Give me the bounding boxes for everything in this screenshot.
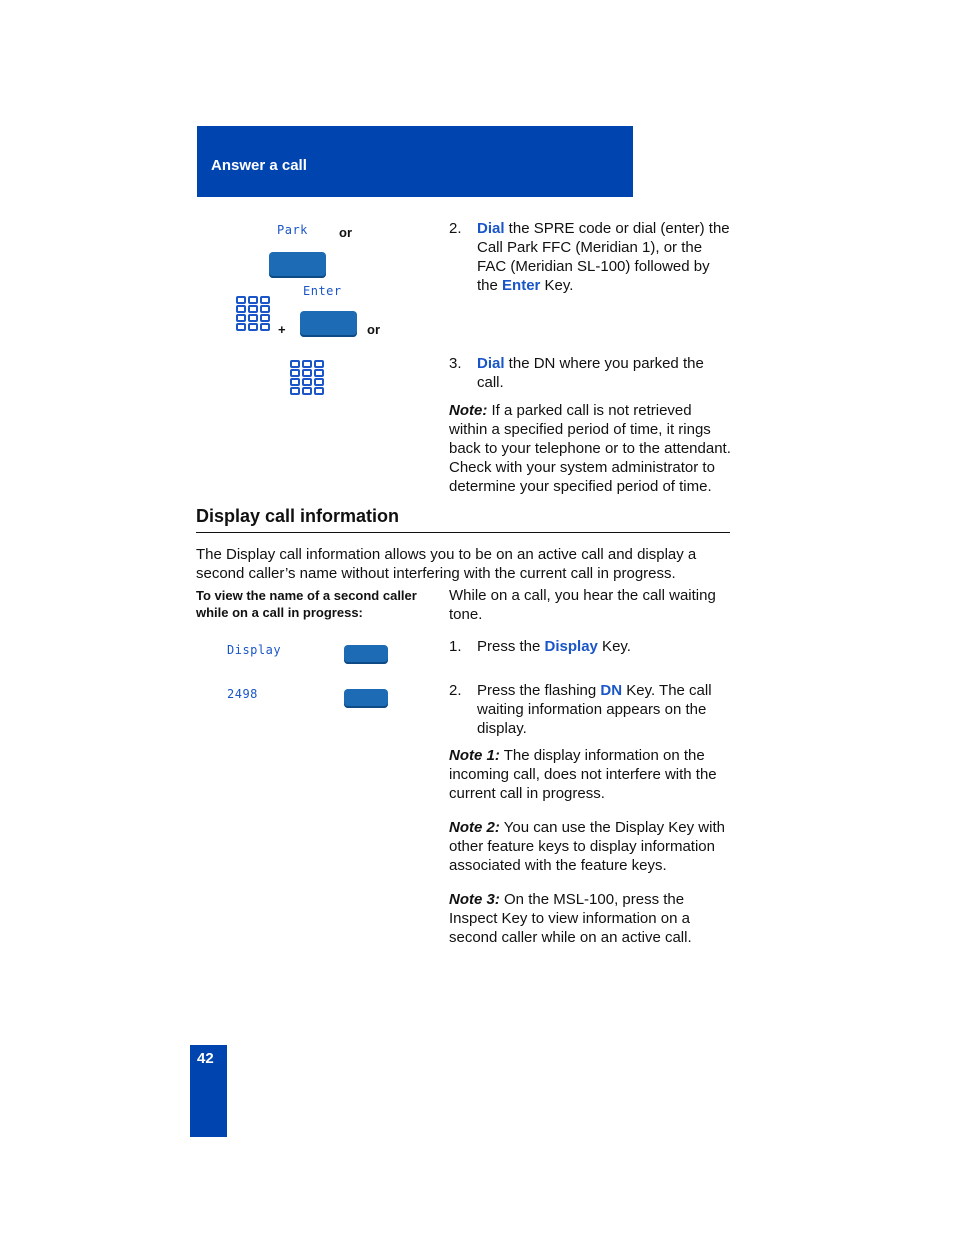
or-label: or — [367, 322, 380, 337]
park-note — [449, 401, 734, 496]
display-lcd-label: Display — [227, 643, 282, 657]
display-key-button[interactable] — [344, 645, 388, 664]
step-text: the SPRE code or dial (enter) the Call Park FFC (Meridian 1), or the FAC (Meridian SL-100) followed by the — [477, 220, 730, 294]
display-step-1 — [449, 637, 734, 656]
dn-key-button[interactable] — [344, 689, 388, 708]
note-3 — [449, 890, 734, 947]
note-label: Note 3: — [449, 891, 500, 908]
step-text: Press the — [477, 638, 545, 655]
page-header-title: Answer a call — [211, 157, 307, 174]
step-text: Key. — [540, 277, 574, 294]
enter-lcd-label: Enter — [303, 284, 342, 298]
or-label: or — [339, 225, 352, 240]
note-1 — [449, 746, 734, 803]
plus-sign: + — [278, 322, 286, 337]
dialpad-icon — [290, 360, 324, 395]
display-keyword: Display — [544, 638, 598, 655]
step-text: Press the flashing — [477, 682, 601, 699]
dialpad-icon — [236, 296, 270, 331]
park-step-3 — [449, 354, 734, 392]
step-number: 2. — [449, 220, 462, 237]
section-divider — [196, 532, 730, 533]
enter-keyword: Enter — [502, 277, 541, 294]
step-text: Key. — [597, 638, 631, 655]
section-title: Display call information — [196, 506, 400, 526]
note-label: Note: — [449, 402, 488, 419]
note-text: On the MSL-100, press the Inspect Key to view information on a second caller while on an active call. — [449, 891, 692, 946]
note-text: You can use the Display Key with other feature keys to display information associated with the feature keys. — [449, 819, 725, 874]
note-2 — [449, 818, 734, 875]
park-step-2 — [449, 219, 734, 295]
note-label: Note 1: — [449, 747, 500, 764]
section-intro: The Display call information allows you to be on an active call and display a second caller’s name without interfering with the current call in progress. — [196, 546, 697, 582]
display-step-2 — [449, 681, 734, 738]
dial-keyword: Dial — [477, 220, 505, 237]
dial-keyword: Dial — [477, 355, 505, 372]
park-softkey-button[interactable] — [269, 252, 326, 278]
note-text: If a parked call is not retrieved within a specified period of time, it rings back to your telephone or to the attendant. Check with your system administrator to determine your specified period of time. — [449, 402, 731, 495]
park-lcd-label: Park — [277, 223, 308, 237]
waiting-text: While on a call, you hear the call waiting tone. — [449, 587, 716, 623]
page-number: 42 — [197, 1050, 214, 1067]
note-text: The display information on the incoming call, does not interfere with the current call in progress. — [449, 747, 717, 802]
side-heading: To view the name of a second caller while on a call in progress: — [196, 588, 417, 620]
enter-softkey-button[interactable] — [300, 311, 357, 337]
dn-lcd-label: 2498 — [227, 687, 258, 701]
step-number: 3. — [449, 355, 462, 372]
step-text: the DN where you parked the call. — [477, 355, 704, 391]
note-label: Note 2: — [449, 819, 500, 836]
step-text: Key. The call waiting information appears on the display. — [477, 682, 712, 737]
step-number: 2. — [449, 682, 462, 699]
dn-keyword: DN — [600, 682, 623, 699]
step-number: 1. — [449, 638, 462, 655]
